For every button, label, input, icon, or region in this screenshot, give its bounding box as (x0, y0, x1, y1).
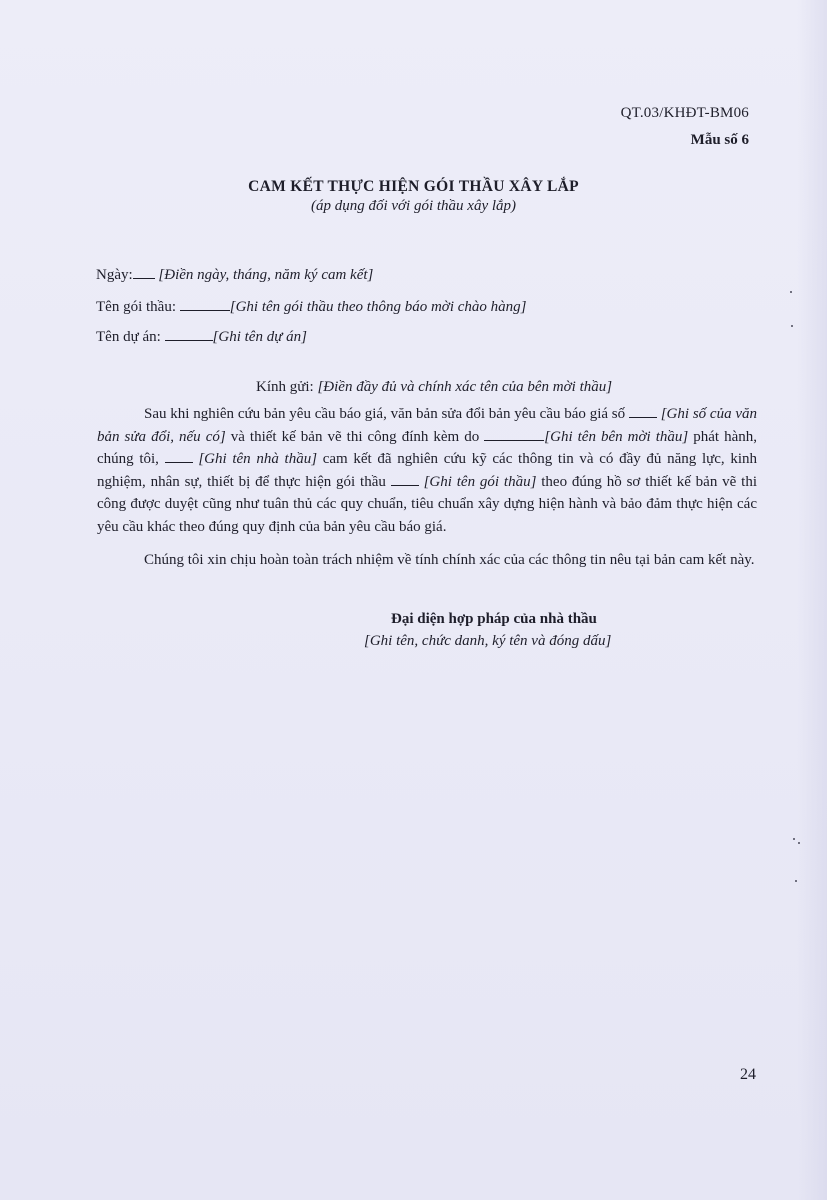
p1-text-5: theo đúng hồ sơ thiết kế bản vẽ thi công được duyệt cũng như tuân thủ các quy chuẩn, tiêu chuẩn xây dựng hiện hành và bảo đảm thực hiện các yêu cầu khác theo đúng quy định của bản yêu cầu báo giá. (97, 473, 758, 535)
p1-hint-4: [Ghi tên gói thầu] (423, 473, 537, 490)
package-label: Tên gói thầu: (96, 299, 176, 315)
p1-text-4: cam kết đã nghiên cứu kỹ các thông tin và có đầy đủ năng lực, kinh nghiệm, nhân sự, thiết bị để thực hiện gói thầu (97, 451, 758, 490)
p1-hint-1: [Ghi số của văn bản sửa đổi, nếu có] (97, 406, 758, 445)
signature-note: [Ghi tên, chức danh, ký tên và đóng dấu] (364, 633, 612, 649)
package-blank (180, 298, 230, 311)
date-blank (133, 266, 155, 279)
date-field (96, 266, 373, 284)
scan-speck (790, 291, 792, 293)
salutation-hint: [Điền đầy đủ và chính xác tên của bên mời thầu] (317, 379, 613, 395)
date-label: Ngày: (96, 267, 133, 283)
package-hint: [Ghi tên gói thầu theo thông báo mời chào hàng] (229, 299, 527, 315)
scan-speck (798, 842, 800, 844)
p1-blank-1 (629, 405, 657, 418)
project-field (96, 328, 307, 346)
project-hint: [Ghi tên dự án] (212, 329, 307, 345)
form-number: Mẫu số 6 (690, 132, 749, 148)
scan-speck (793, 838, 795, 840)
salutation (256, 379, 612, 396)
package-field (96, 298, 526, 316)
p1-hint-3: [Ghi tên nhà thầu] (198, 451, 318, 467)
salutation-label: Kính gửi: (256, 379, 314, 395)
document-subtitle: (áp dụng đối với gói thầu xây lắp) (310, 198, 517, 214)
p1-hint-2: [Ghi tên bên mời thầu] (544, 428, 689, 445)
scan-speck (791, 325, 793, 327)
signature-title: Đại diện hợp pháp của nhà thầu (391, 611, 597, 627)
p1-text-3: phát hành, chúng tôi, (97, 428, 758, 467)
scan-speck (795, 880, 797, 882)
document-code: QT.03/KHĐT-BM06 (620, 105, 749, 121)
project-label: Tên dự án: (96, 329, 161, 345)
commitment-paragraph (97, 403, 757, 538)
p1-blank-2 (484, 428, 544, 441)
date-hint: [Điền ngày, tháng, năm ký cam kết] (158, 267, 374, 283)
p1-text-2: và thiết kế bản vẽ thi công đính kèm do (230, 428, 480, 445)
p1-text-1: Sau khi nghiên cứu bản yêu cầu báo giá, văn bản sửa đổi bản yêu cầu báo giá số (144, 406, 626, 422)
p1-blank-4 (391, 473, 419, 486)
page-number: 24 (740, 1066, 756, 1083)
document-title: CAM KẾT THỰC HIỆN GÓI THẦU XÂY LẮP (248, 178, 579, 195)
p1-blank-3 (165, 450, 193, 463)
responsibility-paragraph: Chúng tôi xin chịu hoàn toàn trách nhiệm về tính chính xác của các thông tin nêu tại bản cam kết này. (144, 552, 755, 568)
project-blank (165, 328, 213, 341)
